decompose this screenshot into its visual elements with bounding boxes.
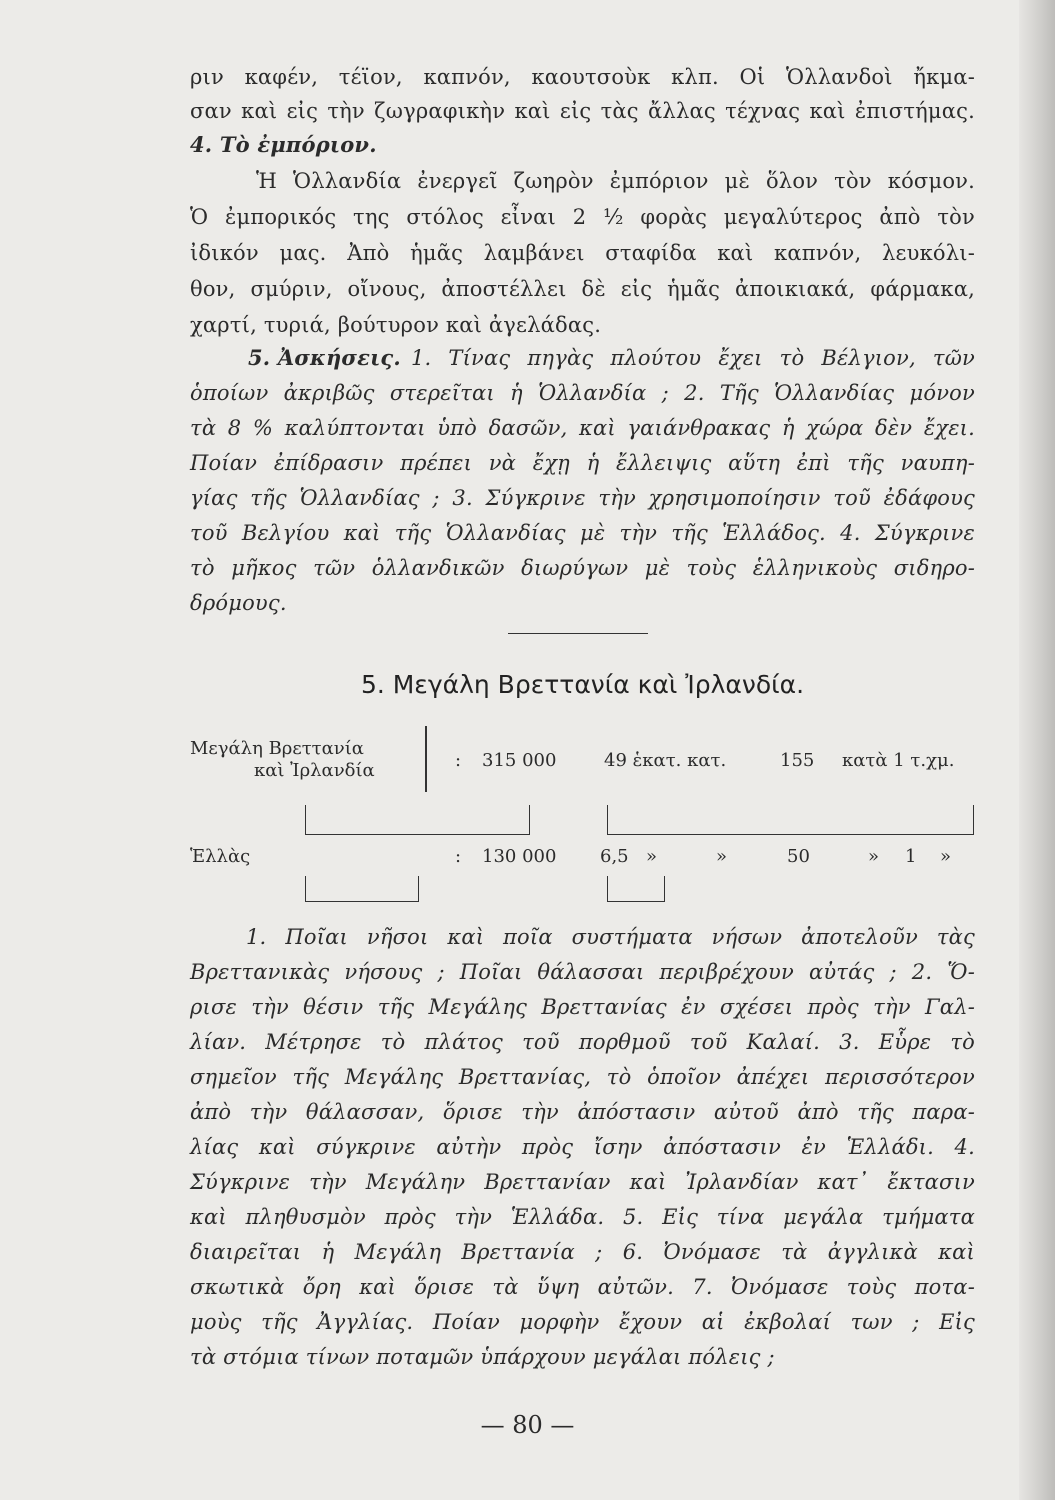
stats-row2-colon: :	[455, 846, 462, 867]
text-line: σαν καὶ εἰς τὴν ζωγραφικὴν καὶ εἰς τὰς ἄλλας τέχνας καὶ ἐπιστήμας.	[190, 99, 975, 123]
stats-row2-area: 130 000	[482, 846, 557, 867]
section-title: 5. Μεγάλη Βρεττανία καὶ Ἰρλανδία.	[360, 670, 805, 699]
section-divider	[508, 633, 648, 634]
page-number: — 80 —	[480, 1411, 575, 1439]
stats-row2-one: 1	[905, 846, 917, 867]
text-line: τοῦ Βελγίου καὶ τῆς Ὁλλανδίας μὲ τὴν τῆς Ἑλλάδος. 4. Σύγκρινε	[190, 521, 975, 545]
text-line: θον, σμύριν, οἴνους, ἀποστέλλει δὲ εἰς ἡμᾶς ἀποικιακά, φάρμακα,	[190, 277, 975, 301]
text-line: ρισε τὴν θέσιν τῆς Μεγάλης Βρεττανίας ἐν σχέσει πρὸς τὴν Γαλ-	[190, 995, 975, 1019]
population-bar-great-britain	[607, 805, 974, 835]
text-line: Ποίαν ἐπίδρασιν πρέπει νὰ ἔχῃ ἡ ἔλλειψις αὕτη ἐπὶ τῆς ναυπη-	[190, 451, 975, 475]
text-line: μοὺς τῆς Ἀγγλίας. Ποίαν μορφὴν ἔχουν αἱ ἐκβολαί των ; Εἰς	[190, 1310, 975, 1334]
text-line: ριν καφέν, τέϊον, καπνόν, καουτσοὺκ κλπ. Οἱ Ὁλλανδοὶ ἤκμα-	[190, 65, 975, 89]
brace-bracket	[425, 726, 433, 792]
text-line: χαρτί, τυριά, βούτυρον καὶ ἀγελάδας.	[190, 313, 602, 337]
text-line: ἀπὸ τὴν θάλασσαν, ὅρισε τὴν ἀπόστασιν αὐτοῦ ἀπὸ τῆς παρα-	[190, 1100, 975, 1124]
text-line: δρόμους.	[190, 591, 287, 615]
stats-row1-population: 49 ἑκατ. κατ.	[604, 750, 727, 771]
stats-row2-ditto3: »	[868, 846, 880, 867]
stats-row2-ditto1: »	[646, 846, 658, 867]
text-line: 1. Τίνας πηγὰς πλούτου ἔχει τὸ Βέλγιον, τῶν	[410, 346, 975, 370]
stats-row2-density: 50	[787, 846, 810, 867]
text-line: τὰ στόμια τίνων ποταμῶν ὑπάρχουν μεγάλαι πόλεις ;	[190, 1345, 775, 1369]
stats-row1-area: 315 000	[482, 750, 557, 771]
text-line: τὸ μῆκος τῶν ὁλλανδικῶν διωρύγων μὲ τοὺς ἑλληνικοὺς σιδηρο-	[190, 556, 975, 580]
stats-row1-name-line2: καὶ Ἰρλανδία	[254, 760, 375, 781]
text-line: 1. Ποῖαι νῆσοι καὶ ποῖα συστήματα νήσων ἀποτελοῦν τὰς	[246, 925, 975, 949]
stats-row1-colon: :	[455, 750, 462, 771]
text-line: Σύγκρινε τὴν Μεγάλην Βρεττανίαν καὶ Ἰρλανδίαν κατ᾽ ἔκτασιν	[190, 1170, 975, 1194]
text-line: καὶ πληθυσμὸν πρὸς τὴν Ἑλλάδα. 5. Εἰς τίνα μεγάλα τμήματα	[190, 1205, 975, 1229]
exercises-first-line	[248, 343, 975, 373]
exercises-heading: 5. Ἀσκήσεις.	[248, 345, 401, 370]
area-bar-great-britain	[305, 805, 530, 835]
text-line: τὰ 8 % καλύπτονται ὑπὸ δασῶν, καὶ γαιάνθρακας ἡ χώρα δὲν ἔχει.	[190, 416, 975, 440]
text-line: γίας τῆς Ὁλλανδίας ; 3. Σύγκρινε τὴν χρησιμοποίησιν τοῦ ἐδάφους	[190, 486, 975, 510]
text-line: σκωτικὰ ὄρη καὶ ὅρισε τὰ ὕψη αὐτῶν. 7. Ὀνόμασε τοὺς ποτα-	[190, 1275, 975, 1299]
text-line: λίας καὶ σύγκρινε αὐτὴν πρὸς ἴσην ἀπόστασιν ἐν Ἑλλάδι. 4.	[190, 1135, 975, 1159]
commerce-heading: 4. Τὸ ἐμπόριον.	[190, 132, 377, 157]
population-bar-greece	[607, 876, 665, 902]
stats-row2-population: 6,5	[600, 846, 629, 867]
text-line: ὁποίων ἀκριβῶς στερεῖται ἡ Ὁλλανδία ; 2. Τῆς Ὁλλανδίας μόνον	[190, 381, 975, 405]
text-line: διαιρεῖται ἡ Μεγάλη Βρεττανία ; 6. Ὀνόμασε τὰ ἀγγλικὰ καὶ	[190, 1240, 975, 1264]
text-line: σημεῖον τῆς Μεγάλης Βρεττανίας, τὸ ὁποῖον ἀπέχει περισσότερον	[190, 1065, 975, 1089]
page-edge-shadow	[1019, 0, 1055, 1500]
text-line: λίαν. Μέτρησε τὸ πλάτος τοῦ πορθμοῦ τοῦ Καλαί. 3. Εὗρε τὸ	[190, 1030, 975, 1054]
text-line: Ὁ ἐμπορικός της στόλος εἶναι 2 ½ φορὰς μεγαλύτερος ἀπὸ τὸν	[190, 205, 975, 229]
text-line: Βρεττανικὰς νήσους ; Ποῖαι θάλασσαι περιβρέχουν αὐτάς ; 2. Ὅ-	[190, 960, 975, 984]
stats-row1-density-unit: κατὰ 1 τ.χμ.	[842, 750, 955, 771]
area-bar-greece	[305, 876, 419, 902]
stats-row2-ditto4: »	[940, 846, 952, 867]
text-line: ἰδικόν μας. Ἀπὸ ἡμᾶς λαμβάνει σταφίδα καὶ καπνόν, λευκόλι-	[190, 241, 975, 265]
stats-row2-ditto2: »	[716, 846, 728, 867]
stats-row1-name-line1: Μεγάλη Βρεττανία	[190, 738, 364, 759]
stats-row2-name: Ἑλλὰς	[190, 846, 251, 867]
text-line: Ἡ Ὁλλανδία ἐνεργεῖ ζωηρὸν ἐμπόριον μὲ ὅλον τὸν κόσμον.	[256, 169, 975, 193]
stats-row1-density: 155	[780, 750, 815, 771]
